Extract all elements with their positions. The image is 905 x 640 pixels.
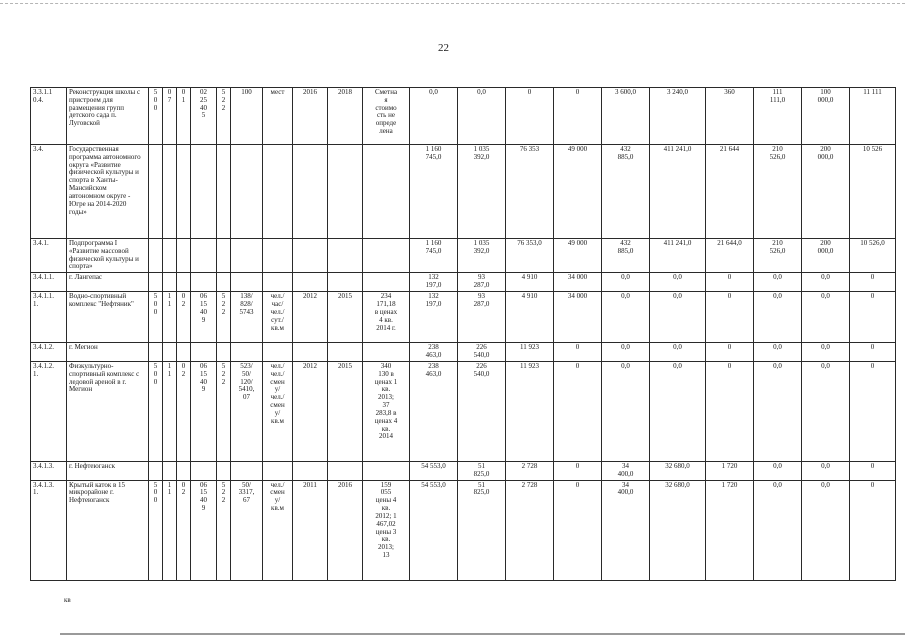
table-cell: 0 <box>706 343 754 362</box>
table-cell: 34 400,0 <box>602 480 650 580</box>
table-cell: 5 0 0 <box>149 361 163 461</box>
table-cell: 2016 <box>328 480 363 580</box>
table-cell: 0,0 <box>602 343 650 362</box>
table-row <box>31 461 896 480</box>
table-cell: 1 1 <box>163 480 177 580</box>
table-cell <box>191 145 217 239</box>
table-cell: 34 400,0 <box>602 461 650 480</box>
table-cell <box>217 239 231 273</box>
table-cell: 2015 <box>328 361 363 461</box>
table-cell: чел./ смен у/ кв.м <box>263 480 293 580</box>
table-cell: 0,0 <box>754 273 802 292</box>
table-cell <box>191 461 217 480</box>
table-cell: 238 463,0 <box>410 361 458 461</box>
table-cell <box>177 461 191 480</box>
table-cell: 0,0 <box>650 273 706 292</box>
row-code-cell: 3.4.1.1. <box>31 273 67 292</box>
table-cell: 34 000 <box>554 292 602 343</box>
table-cell: 02 25 40 5 <box>191 88 217 145</box>
table-cell: 432 885,0 <box>602 145 650 239</box>
table-cell: 21 644 <box>706 145 754 239</box>
table-cell <box>163 145 177 239</box>
table-cell <box>363 461 410 480</box>
table-row <box>31 239 896 273</box>
table-cell: 51 825,0 <box>458 480 506 580</box>
table-cell: 32 680,0 <box>650 461 706 480</box>
table-cell: 34 000 <box>554 273 602 292</box>
table-cell <box>363 273 410 292</box>
table-cell: чел./ чел./ смен у/ чел./ смен у/ кв.м <box>263 361 293 461</box>
table-cell: 0,0 <box>802 461 850 480</box>
table-cell: 1 035 392,0 <box>458 239 506 273</box>
table-cell: 226 540,0 <box>458 361 506 461</box>
table-cell: 159 055 цены 4 кв. 2012; 1 467,02 цены 3 кв. 2013; 13 <box>363 480 410 580</box>
table-cell: 238 463,0 <box>410 343 458 362</box>
row-code-cell: 3.3.1.1 0.4. <box>31 88 67 145</box>
table-cell <box>293 343 328 362</box>
table-cell: 0 <box>554 480 602 580</box>
table-cell: мест <box>263 88 293 145</box>
table-cell: 5 2 2 <box>217 292 231 343</box>
table-cell <box>217 145 231 239</box>
table-cell: 340 130 в ценах 1 кв. 2013; 37 283,8 в ценах 4 кв. 2014 <box>363 361 410 461</box>
table-cell: 360 <box>706 88 754 145</box>
table-cell: 76 353,0 <box>506 239 554 273</box>
table-cell: 11 923 <box>506 343 554 362</box>
table-cell: 0 <box>850 343 896 362</box>
table-row <box>31 88 896 145</box>
table-row <box>31 145 896 239</box>
row-code-cell: 3.4.1.3. 1. <box>31 480 67 580</box>
table-cell <box>177 343 191 362</box>
row-code-cell: 3.4.1. <box>31 239 67 273</box>
table-cell <box>191 239 217 273</box>
table-cell: 523/ 50/ 120/ 5410, 07 <box>231 361 263 461</box>
table-cell <box>149 343 163 362</box>
table-cell <box>163 461 177 480</box>
table-cell: 4 910 <box>506 292 554 343</box>
table-cell: 0 <box>554 461 602 480</box>
table-cell: 0 <box>554 88 602 145</box>
table-cell <box>231 273 263 292</box>
table-cell: 0,0 <box>602 361 650 461</box>
row-name-cell: Крытый каток в 15 микрорайоне г. Нефтеюганск <box>67 480 149 580</box>
table-cell: 226 540,0 <box>458 343 506 362</box>
table-cell: 11 923 <box>506 361 554 461</box>
table-cell: 0 2 <box>177 361 191 461</box>
bottom-border-line <box>60 633 905 635</box>
row-name-cell: Реконструкция школы с пристроем для размещения групп детского сада п. Луговской <box>67 88 149 145</box>
page-number: 22 <box>438 42 449 54</box>
table-row <box>31 480 896 580</box>
table-cell: 11 111 <box>850 88 896 145</box>
table-cell: 111 111,0 <box>754 88 802 145</box>
table-cell <box>217 461 231 480</box>
table-cell: 200 000,0 <box>802 145 850 239</box>
table-cell <box>363 145 410 239</box>
table-cell: 0 <box>850 292 896 343</box>
table-cell: 06 15 40 9 <box>191 480 217 580</box>
table-cell: чел./ час/ чел./ сут./ кв.м <box>263 292 293 343</box>
table-cell: 0,0 <box>754 292 802 343</box>
table-cell: 0,0 <box>650 292 706 343</box>
table-cell: 49 000 <box>554 145 602 239</box>
table-cell: 0 2 <box>177 480 191 580</box>
table-cell: 0 <box>850 273 896 292</box>
table-cell <box>163 239 177 273</box>
table-cell <box>149 273 163 292</box>
table-cell: 234 171,18 в ценах 4 кв. 2014 г. <box>363 292 410 343</box>
table-cell: 32 680,0 <box>650 480 706 580</box>
row-name-cell: Водно-спортивный комплекс "Нефтяник" <box>67 292 149 343</box>
table-cell <box>328 461 363 480</box>
table-cell: 200 000,0 <box>802 239 850 273</box>
table-cell: 2016 <box>293 88 328 145</box>
table-body <box>31 88 896 581</box>
table-cell <box>263 273 293 292</box>
footer-note: кв <box>64 596 71 604</box>
table-cell <box>163 343 177 362</box>
table-cell <box>231 145 263 239</box>
table-cell: 100 000,0 <box>802 88 850 145</box>
table-cell: 5 0 0 <box>149 88 163 145</box>
table-cell: 4 910 <box>506 273 554 292</box>
row-name-cell: г. Лангепас <box>67 273 149 292</box>
table-cell: 0 7 <box>163 88 177 145</box>
table-cell: 0,0 <box>410 88 458 145</box>
table-cell: 49 000 <box>554 239 602 273</box>
table-cell <box>231 461 263 480</box>
table-cell <box>177 239 191 273</box>
row-code-cell: 3.4.1.2. 1. <box>31 361 67 461</box>
row-name-cell: г. Нефтеюганск <box>67 461 149 480</box>
row-code-cell: 3.4.1.1. 1. <box>31 292 67 343</box>
table-cell <box>293 145 328 239</box>
table-cell: 0,0 <box>802 273 850 292</box>
table-cell <box>177 145 191 239</box>
table-cell: 0,0 <box>602 292 650 343</box>
table-cell: 06 15 40 9 <box>191 361 217 461</box>
table-row <box>31 273 896 292</box>
row-code-cell: 3.4.1.3. <box>31 461 67 480</box>
table-cell: 1 160 745,0 <box>410 145 458 239</box>
row-code-cell: 3.4. <box>31 145 67 239</box>
table-cell: 5 0 0 <box>149 480 163 580</box>
table-cell <box>191 273 217 292</box>
table-cell: 0,0 <box>802 343 850 362</box>
table-cell: 0 <box>554 343 602 362</box>
table-cell <box>263 239 293 273</box>
table-cell: 1 160 745,0 <box>410 239 458 273</box>
table-cell: 21 644,0 <box>706 239 754 273</box>
table-cell: 1 1 <box>163 292 177 343</box>
table-cell: 0,0 <box>458 88 506 145</box>
table-cell: 100 <box>231 88 263 145</box>
table-cell: 132 197,0 <box>410 292 458 343</box>
table-cell <box>231 343 263 362</box>
table-cell: 1 720 <box>706 480 754 580</box>
table-cell: 76 353 <box>506 145 554 239</box>
table-cell: 5 2 2 <box>217 361 231 461</box>
table-cell: 06 15 40 9 <box>191 292 217 343</box>
table-cell <box>328 145 363 239</box>
table-cell <box>263 145 293 239</box>
table-cell: 0 <box>706 361 754 461</box>
table-row <box>31 292 896 343</box>
investment-program-table <box>30 87 896 581</box>
table-cell <box>328 273 363 292</box>
table-row <box>31 361 896 461</box>
table-cell <box>263 343 293 362</box>
table-cell: 0 <box>850 361 896 461</box>
table-cell: 3 600,0 <box>602 88 650 145</box>
table-cell: 50/ 3317, 67 <box>231 480 263 580</box>
table-cell: Сметна я стоимо сть не опреде лена <box>363 88 410 145</box>
table-cell: 93 287,0 <box>458 273 506 292</box>
table-cell: 2011 <box>293 480 328 580</box>
table-cell: 132 197,0 <box>410 273 458 292</box>
table-cell <box>328 343 363 362</box>
table-cell <box>191 343 217 362</box>
table-cell <box>293 461 328 480</box>
table-cell: 54 553,0 <box>410 461 458 480</box>
table-cell <box>177 273 191 292</box>
top-border-line <box>0 3 905 4</box>
table-cell: 411 241,0 <box>650 239 706 273</box>
table-cell: 0,0 <box>802 361 850 461</box>
table-cell: 2012 <box>293 361 328 461</box>
table-cell <box>363 343 410 362</box>
table-cell <box>363 239 410 273</box>
table-cell <box>293 273 328 292</box>
table-cell: 1 720 <box>706 461 754 480</box>
table-cell: 0,0 <box>754 480 802 580</box>
table-cell: 51 825,0 <box>458 461 506 480</box>
table-cell: 2 728 <box>506 480 554 580</box>
row-name-cell: Подпрограмма I «Развитие массовой физической культуры и спорта» <box>67 239 149 273</box>
table-cell: 0 2 <box>177 292 191 343</box>
table-row <box>31 343 896 362</box>
table-cell: 432 885,0 <box>602 239 650 273</box>
table-cell: 0 <box>850 480 896 580</box>
table-cell: 1 035 392,0 <box>458 145 506 239</box>
table-cell: 2012 <box>293 292 328 343</box>
table-cell: 0 1 <box>177 88 191 145</box>
table-cell <box>293 239 328 273</box>
table-cell <box>149 145 163 239</box>
table-cell: 5 0 0 <box>149 292 163 343</box>
table-cell: 10 526,0 <box>850 239 896 273</box>
table-cell: 138/ 828/ 5743 <box>231 292 263 343</box>
table-cell: 0,0 <box>802 480 850 580</box>
table-cell <box>263 461 293 480</box>
table-cell: 0,0 <box>602 273 650 292</box>
row-name-cell: Государственная программа автономного округа «Развитие физической культуры и спорта в Ханты- Мансийском автономном округе - Югре на 2014-2020 годы» <box>67 145 149 239</box>
table-cell <box>149 239 163 273</box>
table-cell: 2 728 <box>506 461 554 480</box>
table-cell: 0,0 <box>802 292 850 343</box>
table-cell: 54 553,0 <box>410 480 458 580</box>
table-cell: 0 <box>706 273 754 292</box>
row-name-cell: Физкультурно- спортивный комплекс с ледовой ареной в г. Мегион <box>67 361 149 461</box>
table-cell <box>217 343 231 362</box>
table-cell: 0 <box>554 361 602 461</box>
table-cell: 5 2 2 <box>217 480 231 580</box>
table-cell <box>231 239 263 273</box>
table-cell: 10 526 <box>850 145 896 239</box>
table-cell: 3 240,0 <box>650 88 706 145</box>
table-cell: 0 <box>706 292 754 343</box>
table-cell: 2015 <box>328 292 363 343</box>
table-cell: 411 241,0 <box>650 145 706 239</box>
table-cell: 0,0 <box>754 461 802 480</box>
table-cell <box>163 273 177 292</box>
table-cell: 210 526,0 <box>754 145 802 239</box>
table-cell: 210 526,0 <box>754 239 802 273</box>
table-cell: 1 1 <box>163 361 177 461</box>
table-cell <box>149 461 163 480</box>
table-cell: 2018 <box>328 88 363 145</box>
table-cell <box>217 273 231 292</box>
table-cell: 93 287,0 <box>458 292 506 343</box>
table-cell <box>328 239 363 273</box>
table-cell: 0,0 <box>650 361 706 461</box>
row-code-cell: 3.4.1.2. <box>31 343 67 362</box>
table-cell: 0 <box>850 461 896 480</box>
table-cell: 0,0 <box>650 343 706 362</box>
table-cell: 0,0 <box>754 343 802 362</box>
table-cell: 0 <box>506 88 554 145</box>
table-cell: 5 2 2 <box>217 88 231 145</box>
row-name-cell: г. Мегион <box>67 343 149 362</box>
table-cell: 0,0 <box>754 361 802 461</box>
